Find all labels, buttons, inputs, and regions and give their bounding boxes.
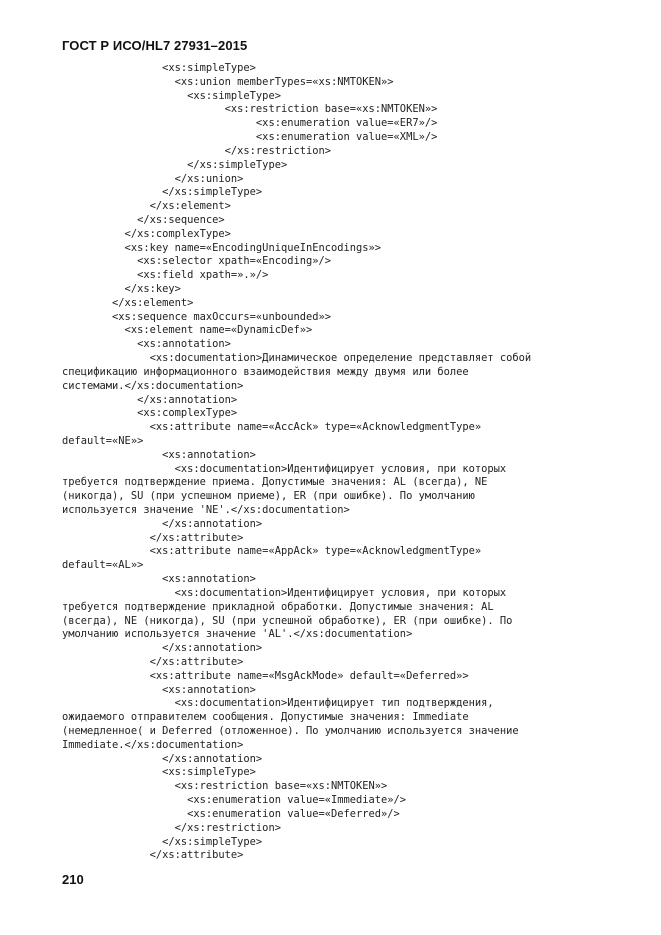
code-line: </xs:complexType>	[62, 227, 231, 240]
code-line: </xs:annotation>	[62, 752, 263, 765]
code-line: </xs:simpleType>	[62, 186, 263, 199]
code-line: <xs:simpleType>	[62, 766, 256, 779]
code-line: <xs:field xpath=».»/>	[62, 269, 269, 282]
code-line: </xs:simpleType>	[62, 158, 288, 171]
code-line: </xs:attribute>	[62, 531, 244, 544]
code-line: default=«AL»>	[62, 559, 144, 572]
code-line: </xs:attribute>	[62, 849, 244, 862]
code-line: <xs:simpleType>	[62, 89, 281, 102]
code-line: <xs:annotation>	[62, 338, 231, 351]
code-line: системами.</xs:documentation>	[62, 379, 244, 392]
code-line: </xs:sequence>	[62, 213, 225, 226]
code-line: default=«NE»>	[62, 434, 144, 447]
code-line: </xs:attribute>	[62, 655, 244, 668]
code-line: требуется подтверждение прикладной обработки. Допустимые значения: AL	[62, 600, 494, 613]
code-line: <xs:annotation>	[62, 448, 256, 461]
code-line: требуется подтверждение приема. Допустимые значения: AL (всегда), NE	[62, 476, 488, 489]
code-line: <xs:documentation>Динамическое определение представляет собой	[62, 352, 532, 365]
document-header-title: ГОСТ Р ИСО/HL7 27931–2015	[62, 38, 248, 53]
code-line: <xs:attribute name=«AppAck» type=«AcknowledgmentType»	[62, 545, 482, 558]
code-line: умолчанию используется значение 'AL'.</xs:documentation>	[62, 628, 413, 641]
code-line: <xs:enumeration value=«XML»/>	[62, 131, 438, 144]
code-line: используется значение 'NE'.</xs:documentation>	[62, 504, 350, 516]
code-line: <xs:sequence maxOccurs=«unbounded»>	[62, 310, 331, 323]
code-line: <xs:key name=«EncodingUniqueInEncodings»>	[62, 241, 382, 254]
code-line: <xs:selector xpath=«Encoding»/>	[62, 255, 331, 268]
code-line: <xs:enumeration value=«ER7»/>	[62, 117, 438, 130]
code-line: </xs:element>	[62, 200, 231, 213]
code-line: (никогда), SU (при успешном приеме), ER (при ошибке). По умолчанию	[62, 490, 475, 503]
code-line: <xs:annotation>	[62, 683, 256, 696]
code-line: (всегда), NE (никогда), SU (при успешной обработке), ER (при ошибке). По	[62, 614, 513, 627]
code-line: <xs:documentation>Идентифицирует тип подтверждения,	[62, 697, 494, 710]
code-line: <xs:restriction base=«xs:NMTOKEN»>	[62, 780, 388, 793]
code-line: ожидаемого отправителем сообщения. Допустимые значения: Immediate	[62, 711, 469, 724]
code-line: <xs:element name=«DynamicDef»>	[62, 324, 313, 337]
code-line: </xs:key>	[62, 283, 181, 295]
code-line: </xs:restriction>	[62, 821, 281, 834]
code-line: <xs:attribute name=«AccAck» type=«AcknowledgmentType»	[62, 421, 482, 434]
code-line: </xs:element>	[62, 296, 194, 309]
code-line: <xs:complexType>	[62, 407, 238, 420]
code-line: <xs:attribute name=«MsgAckMode» default=«Deferred»>	[62, 669, 469, 682]
code-line: </xs:simpleType>	[62, 835, 263, 848]
code-line: </xs:annotation>	[62, 393, 238, 406]
code-line: <xs:enumeration value=«Deferred»/>	[62, 807, 400, 820]
code-line: <xs:simpleType>	[62, 62, 256, 74]
code-line: <xs:enumeration value=«Immediate»/>	[62, 794, 407, 807]
code-line: <xs:restriction base=«xs:NMTOKEN»>	[62, 103, 438, 116]
page-number: 210	[62, 872, 84, 887]
code-line: Immediate.</xs:documentation>	[62, 738, 244, 751]
code-line: <xs:annotation>	[62, 573, 256, 586]
code-line: <xs:documentation>Идентифицирует условия, при которых	[62, 586, 507, 599]
code-line: </xs:annotation>	[62, 517, 263, 530]
code-line: <xs:documentation>Идентифицирует условия, при которых	[62, 462, 507, 475]
code-line: (немедленное( и Deferred (отложенное). По умолчанию используется значение	[62, 725, 519, 737]
code-line: <xs:union memberTypes=«xs:NMTOKEN»>	[62, 75, 394, 88]
code-line: спецификацию информационного взаимодействия между двумя или более	[62, 365, 469, 378]
code-line: </xs:annotation>	[62, 642, 263, 655]
code-line: </xs:restriction>	[62, 144, 331, 157]
code-line: </xs:union>	[62, 172, 244, 185]
xml-schema-code-listing	[62, 62, 627, 863]
